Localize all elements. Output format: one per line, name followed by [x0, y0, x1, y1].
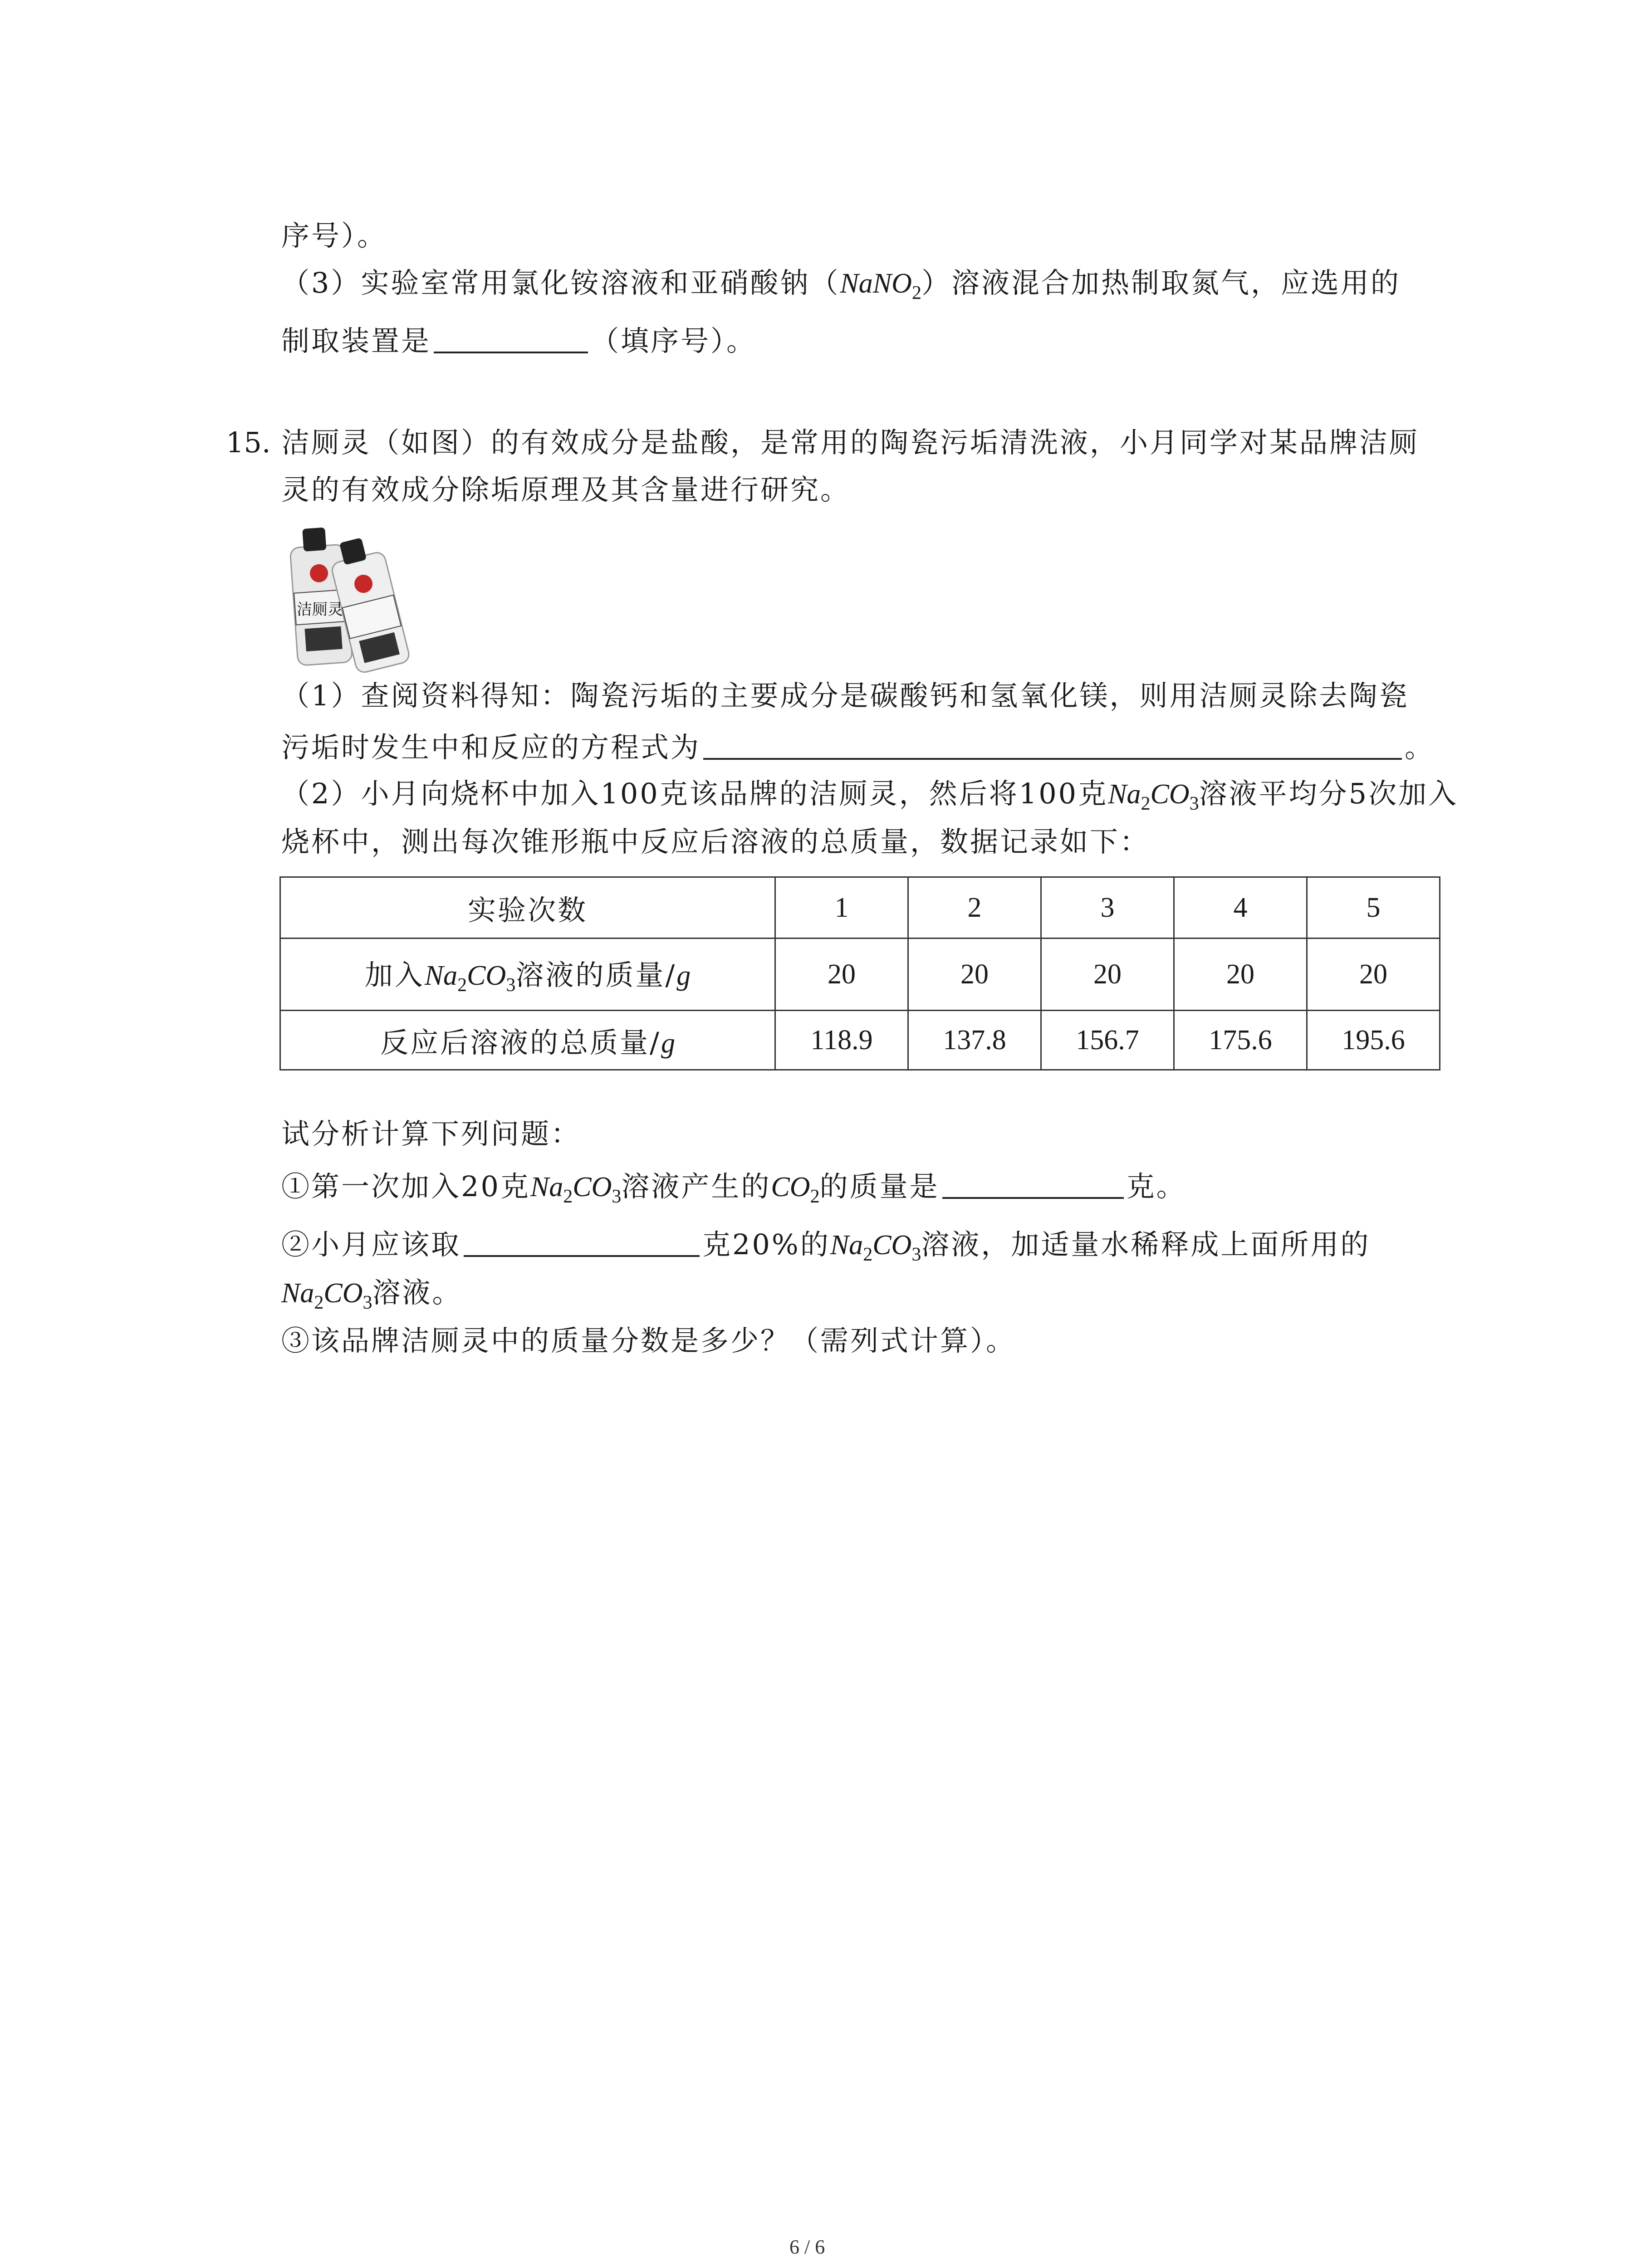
table-cell: 20 [1174, 938, 1307, 1011]
data-table [279, 876, 1440, 1070]
table-row [280, 877, 1440, 938]
table-row [280, 1011, 1440, 1070]
text-line: 烧杯中，测出每次锥形瓶中反应后溶液的总质量，数据记录如下： [281, 825, 1150, 858]
table-header: 反应后溶液的总质量/g [280, 1011, 775, 1070]
table-cell: 20 [908, 938, 1041, 1011]
table-cell: 175.6 [1174, 1011, 1307, 1070]
table-cell: 20 [775, 938, 908, 1011]
table-cell: 118.9 [775, 1011, 908, 1070]
text-line: （3）实验室常用氯化铵溶液和亚硝酸钠（NaNO$_2$）溶液混合加热制取氮气，应选用的 [281, 266, 1401, 303]
table-cell: 20 [1307, 938, 1440, 1011]
table-cell: 2 [908, 877, 1041, 938]
page-number: 6 / 6 [789, 2236, 825, 2258]
table-cell: 5 [1307, 877, 1440, 938]
text-line: （1）查阅资料得知：陶瓷污垢的主要成分是碳酸钙和氢氧化镁，则用洁厕灵除去陶瓷 [281, 679, 1409, 712]
question-number: 15. [226, 426, 271, 459]
text-line: ①第一次加入20克$Na_2CO_3$溶液产生的$CO_2$的质量是 克。 [281, 1170, 1186, 1207]
text-line: ③该品牌洁厕灵中的质量分数是多少？（需列式计算）。 [281, 1324, 1016, 1357]
table-header: 实验次数 [280, 877, 775, 938]
text-line: 洁厕灵（如图）的有效成分是盐酸，是常用的陶瓷污垢清洗液，小月同学对某品牌洁厕 [281, 426, 1420, 459]
answer-blank[interactable] [434, 326, 588, 353]
text-line: 序号）。 [281, 219, 387, 252]
table-cell: 156.7 [1041, 1011, 1174, 1070]
text-line: 灵的有效成分除垢原理及其含量进行研究。 [281, 473, 851, 506]
text-line: 污垢时发生中和反应的方程式为 。 [281, 731, 1435, 764]
table-cell: 137.8 [908, 1011, 1041, 1070]
table-header: 加入$Na_2CO_3$溶液的质量/g [280, 938, 775, 1011]
text-line: 试分析计算下列问题： [281, 1117, 581, 1150]
cleaner-bottles-image [276, 524, 410, 673]
table-cell: 195.6 [1307, 1011, 1440, 1070]
answer-blank[interactable] [942, 1172, 1124, 1199]
answer-blank[interactable] [464, 1230, 700, 1257]
table-cell: 3 [1041, 877, 1174, 938]
answer-blank[interactable] [703, 733, 1402, 760]
text-line: 制取装置是 （填序号）。 [281, 324, 757, 357]
table-cell: 20 [1041, 938, 1174, 1011]
table-row [280, 938, 1440, 1011]
svg-text:洁厕灵: 洁厕灵 [297, 601, 343, 619]
table-cell: 1 [775, 877, 908, 938]
text-line: （2）小月向烧杯中加入100克该品牌的洁厕灵，然后将100克$Na_2CO_3$溶液平均分5次加入 [281, 777, 1459, 814]
table-cell: 4 [1174, 877, 1307, 938]
text-line: ②小月应该取 克20%的$Na_2CO_3$溶液，加适量水稀释成上面所用的 [281, 1228, 1371, 1265]
text-line: $Na_2CO_3$溶液。 [281, 1276, 462, 1313]
